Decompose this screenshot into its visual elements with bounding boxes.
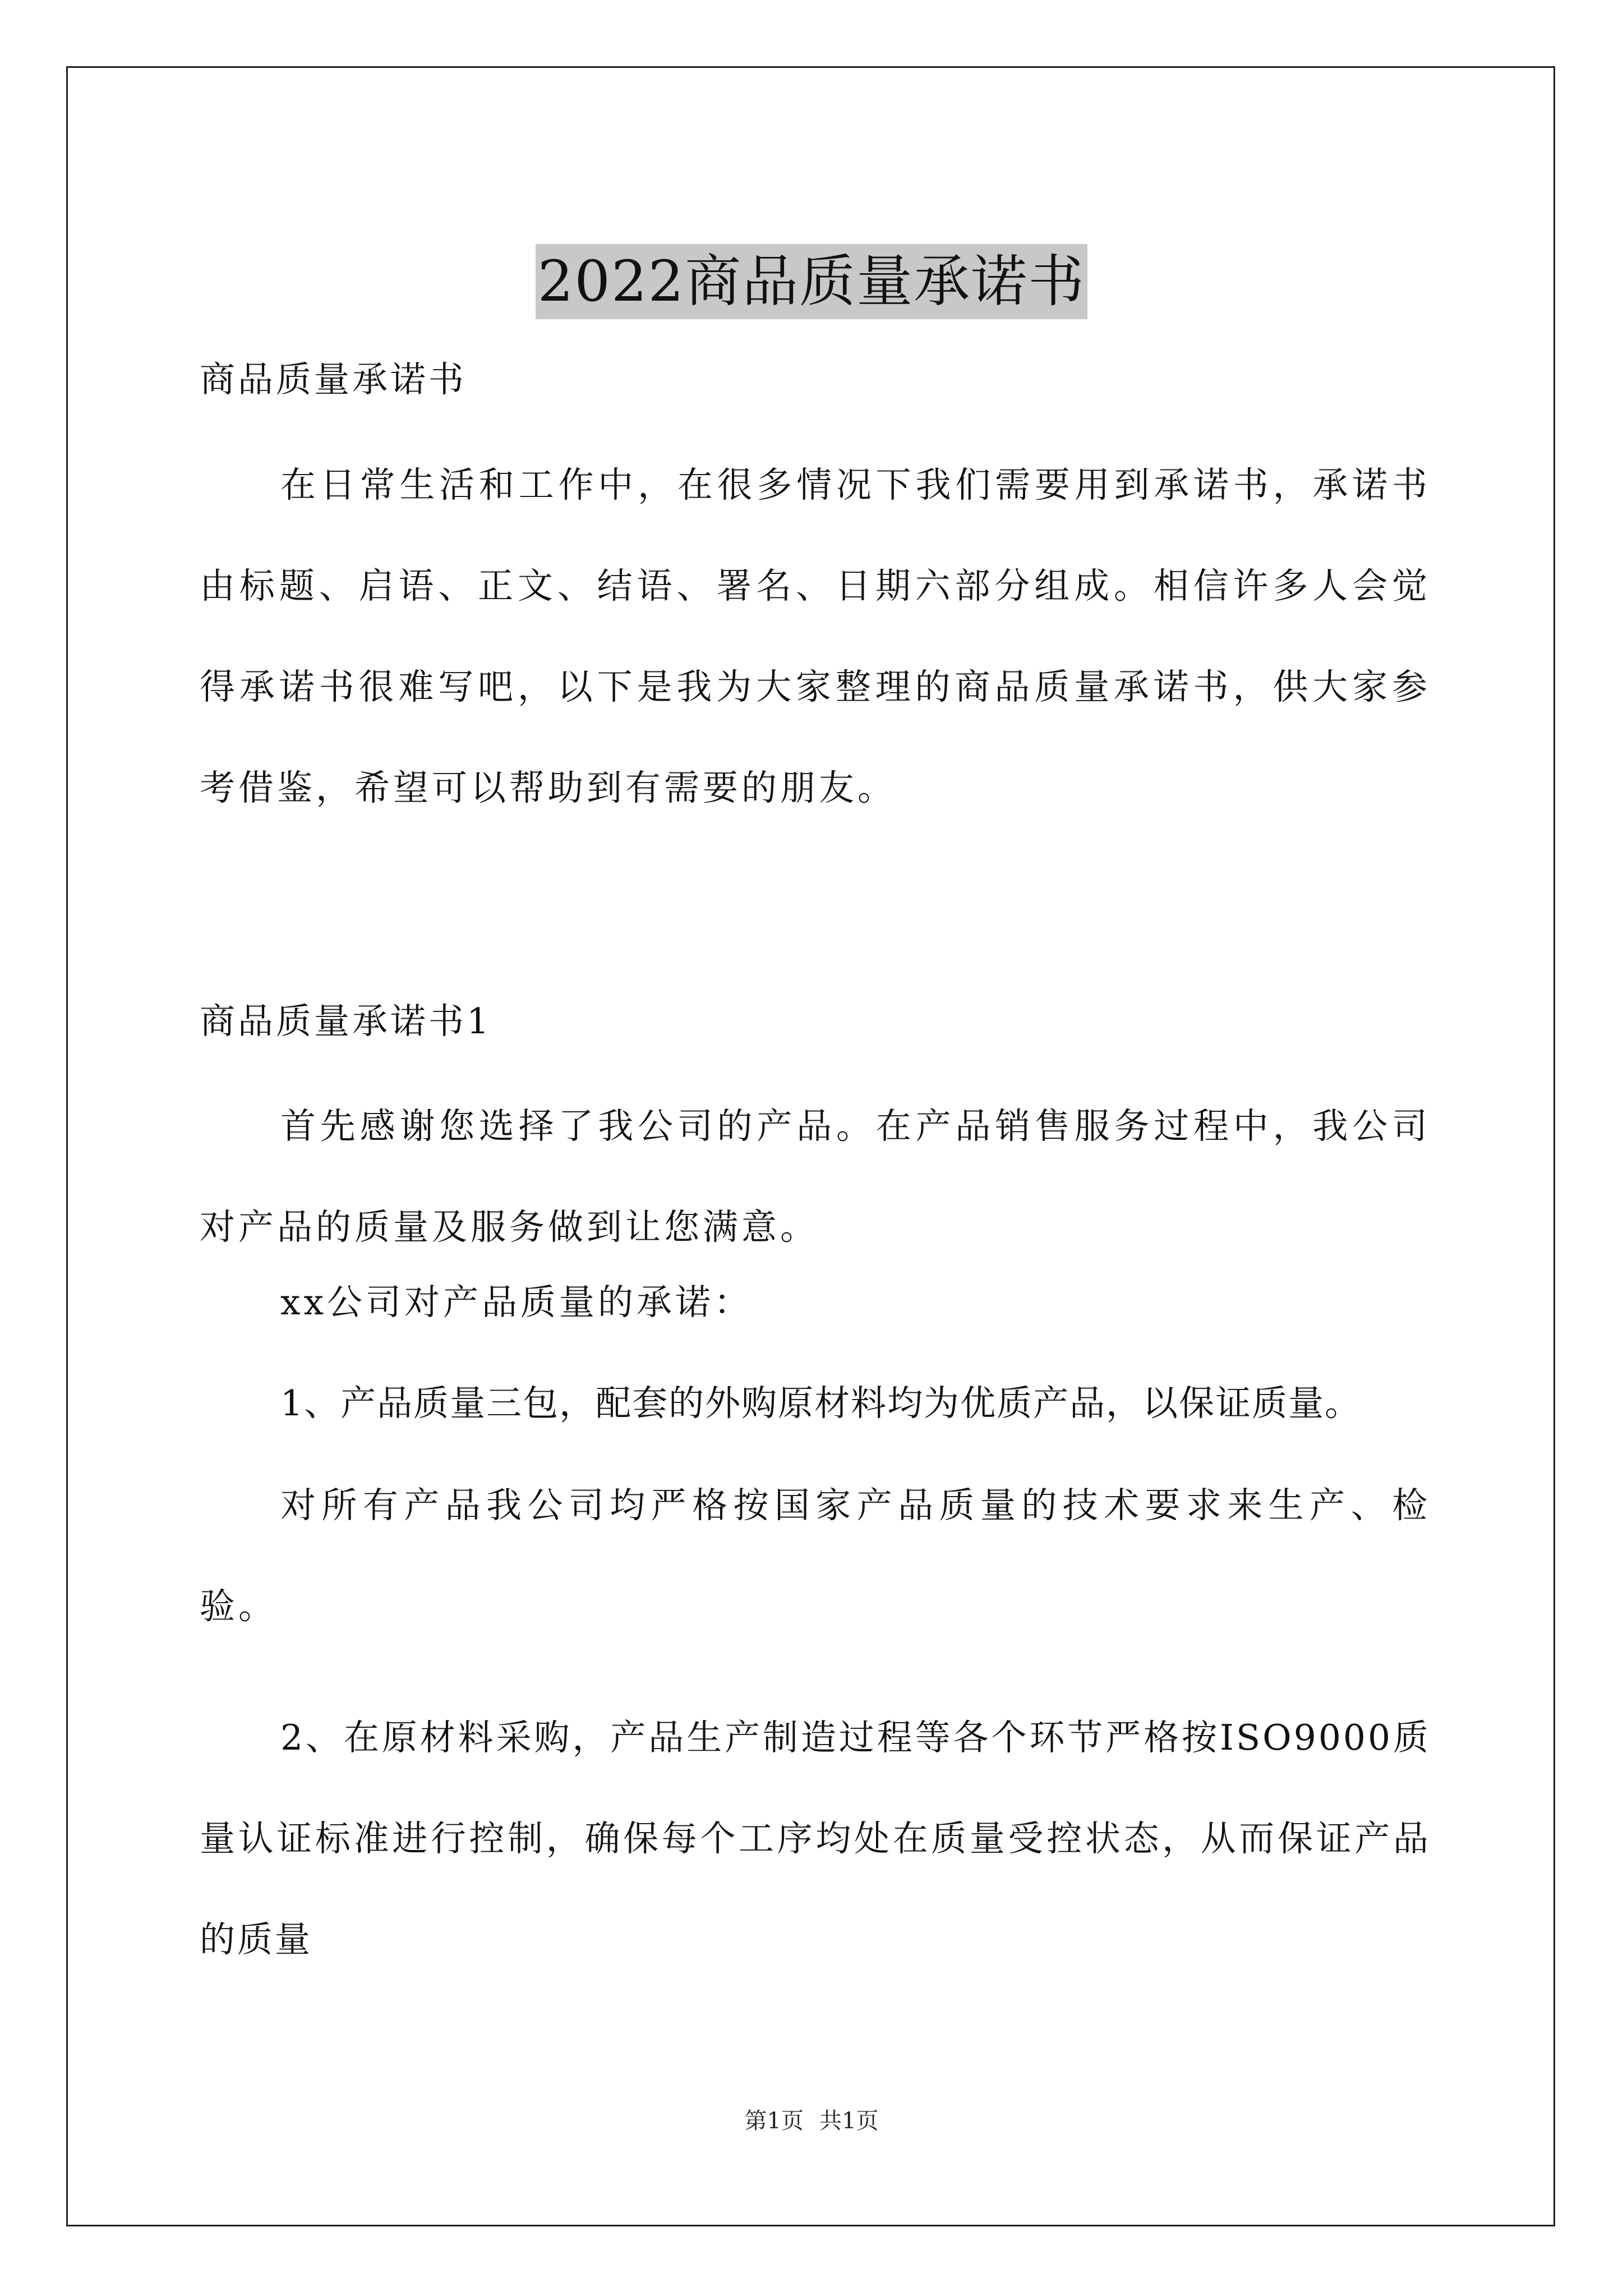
page-number-total: 共1页 [819, 2108, 879, 2134]
section1-heading: 商品质量承诺书1 [200, 1001, 492, 1042]
section1-paragraph: 对所有产品我公司均严格按国家产品质量的技术要求来生产、检验。 [200, 1485, 1431, 1627]
section1-paragraph: 首先感谢您选择了我公司的产品。在产品销售服务过程中，我公司对产品的质量及服务做到让您满意。 [200, 1106, 1431, 1248]
section1-paragraph: xx公司对产品质量的承诺： [280, 1282, 753, 1323]
document-title: 2022商品质量承诺书 [536, 244, 1088, 319]
title-wrap [0, 206, 1623, 357]
intro-paragraph: 在日常生活和工作中，在很多情况下我们需要用到承诺书，承诺书由标题、启语、正文、结语、署名、日期六部分组成。相信许多人会觉得承诺书很难写吧，以下是我为大家整理的商品质量承诺书，供大家参考借鉴，希望可以帮助到有需要的朋友。 [200, 464, 1431, 808]
page-number-current: 第1页 [744, 2108, 804, 2134]
page-footer [0, 2107, 1623, 2135]
section1-paragraph: 2、在原材料采购，产品生产制造过程等各个环节严格按ISO9000质量认证标准进行控制，确保每个工序均处在质量受控状态，从而保证产品的质量 [200, 1717, 1431, 1960]
section1-paragraph: 1、产品质量三包，配套的外购原材料均为优质产品，以保证质量。 [280, 1383, 1362, 1424]
intro-heading: 商品质量承诺书 [200, 359, 467, 400]
